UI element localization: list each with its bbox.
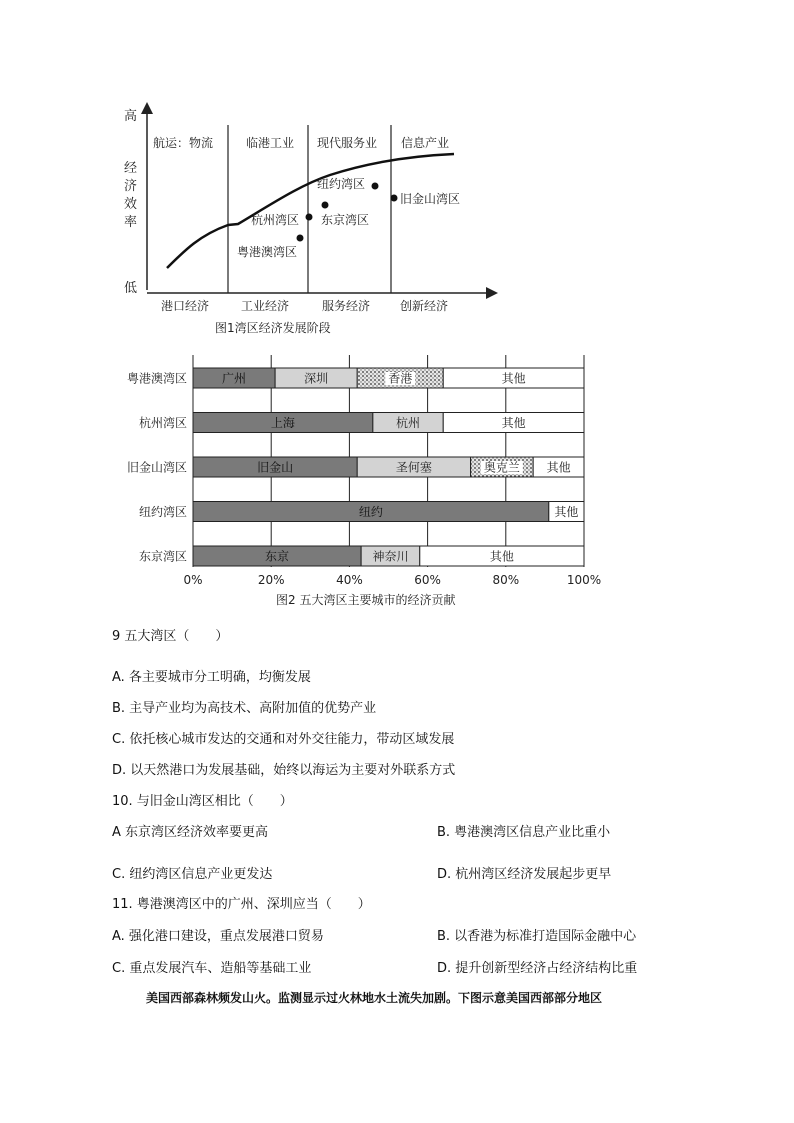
q9-stem: 9 五大湾区（ ） bbox=[112, 629, 229, 644]
q11-option-a[interactable]: A. 强化港口建设，重点发展港口贸易 bbox=[112, 929, 324, 944]
q11-option-d[interactable]: D. 提升创新型经济占经济结构比重 bbox=[437, 961, 638, 976]
segment-label: 上海 bbox=[270, 416, 295, 430]
category-label: 粤港澳湾区 bbox=[126, 371, 187, 386]
segment-label: 杭州 bbox=[396, 416, 421, 430]
y-axis-label-char: 效 bbox=[124, 197, 138, 212]
category-label: 纽约湾区 bbox=[138, 505, 187, 519]
q10-option-c[interactable]: C. 纽约湾区信息产业更发达 bbox=[112, 867, 273, 882]
stage-top-label: 现代服务业 bbox=[317, 136, 378, 150]
stage-top-label: 信息产业 bbox=[401, 136, 450, 150]
y-axis-label-char: 率 bbox=[124, 215, 138, 230]
category-label: 杭州湾区 bbox=[138, 416, 187, 430]
point-label: 粤港澳湾区 bbox=[237, 245, 298, 259]
q10-option-a[interactable]: A 东京湾区经济效率要更高 bbox=[112, 825, 269, 840]
chart-title: 图2 五大湾区主要城市的经济贡献 bbox=[276, 593, 456, 607]
stage-bottom-label: 服务经济 bbox=[322, 299, 371, 313]
figure1-caption: 图1湾区经济发展阶段 bbox=[215, 321, 331, 335]
y-axis-label-char: 济 bbox=[124, 179, 138, 194]
segment-label: 旧金山 bbox=[257, 460, 294, 475]
figure-city-contribution-chart bbox=[110, 355, 610, 610]
q10-option-d[interactable]: D. 杭州湾区经济发展起步更早 bbox=[437, 867, 612, 882]
stage-bottom-label: 创新经济 bbox=[400, 299, 449, 313]
x-tick-label: 0% bbox=[183, 573, 203, 587]
q9-option-d[interactable]: D. 以天然港口为发展基础，始终以海运为主要对外联系方式 bbox=[112, 763, 456, 778]
point-marker bbox=[322, 202, 329, 209]
point-marker bbox=[306, 214, 313, 221]
x-tick-label: 100% bbox=[566, 573, 602, 587]
category-label: 东京湾区 bbox=[138, 549, 187, 564]
segment-label: 纽约 bbox=[358, 505, 383, 519]
figure-economic-stages bbox=[110, 100, 510, 345]
segment-label: 香港 bbox=[388, 371, 413, 386]
point-label: 旧金山湾区 bbox=[400, 192, 461, 206]
stage-bottom-label: 工业经济 bbox=[241, 299, 290, 313]
stage-top-label: 临港工业 bbox=[246, 136, 295, 150]
segment-label: 其他 bbox=[489, 549, 514, 564]
efficiency-curve bbox=[167, 154, 454, 268]
segment-label: 其他 bbox=[501, 371, 526, 386]
segment-label: 其他 bbox=[554, 505, 579, 519]
segment-label: 深圳 bbox=[304, 371, 329, 386]
point-label: 纽约湾区 bbox=[317, 177, 366, 191]
segment-label: 广州 bbox=[222, 371, 247, 386]
point-marker bbox=[391, 195, 398, 202]
x-tick-label: 40% bbox=[336, 573, 363, 587]
point-marker bbox=[297, 235, 304, 242]
segment-label: 其他 bbox=[546, 460, 571, 475]
q11-option-c[interactable]: C. 重点发展汽车、造船等基础工业 bbox=[112, 961, 312, 976]
x-tick-label: 20% bbox=[257, 573, 285, 587]
q9-option-b[interactable]: B. 主导产业均为高技术、高附加值的优势产业 bbox=[112, 701, 377, 716]
q11-stem: 11. 粤港澳湾区中的广州、深圳应当（ ） bbox=[112, 897, 371, 912]
q9-option-c[interactable]: C. 依托核心城市发达的交通和对外交往能力，带动区域发展 bbox=[112, 732, 455, 747]
q11-option-b[interactable]: B. 以香港为标准打造国际金融中心 bbox=[437, 929, 637, 944]
x-tick-label: 60% bbox=[414, 573, 441, 587]
q9-option-a[interactable]: A. 各主要城市分工明确，均衡发展 bbox=[112, 670, 311, 685]
segment-label: 东京 bbox=[265, 549, 290, 564]
stage-top-label: 航运：物流 bbox=[153, 136, 214, 150]
point-label: 东京湾区 bbox=[321, 213, 370, 227]
q10-stem: 10. 与旧金山湾区相比（ ） bbox=[112, 794, 293, 809]
x-tick-label: 80% bbox=[492, 573, 520, 587]
q10-option-b[interactable]: B. 粤港澳湾区信息产业比重小 bbox=[437, 825, 611, 840]
y-high-label: 高 bbox=[124, 109, 138, 124]
point-marker bbox=[372, 183, 379, 190]
point-label: 杭州湾区 bbox=[251, 213, 300, 227]
segment-label: 圣何塞 bbox=[395, 460, 432, 475]
stage-bottom-label: 港口经济 bbox=[161, 299, 210, 313]
y-axis-label-char: 经 bbox=[124, 161, 138, 176]
segment-label: 奥克兰 bbox=[483, 460, 520, 475]
segment-label: 神奈川 bbox=[372, 549, 409, 564]
segment-label: 其他 bbox=[501, 416, 526, 430]
y-low-label: 低 bbox=[124, 281, 138, 296]
category-label: 旧金山湾区 bbox=[126, 460, 187, 475]
next-passage-intro: 美国西部森林频发山火。监测显示过火林地水土流失加剧。下图示意美国西部部分地区 bbox=[146, 991, 603, 1005]
